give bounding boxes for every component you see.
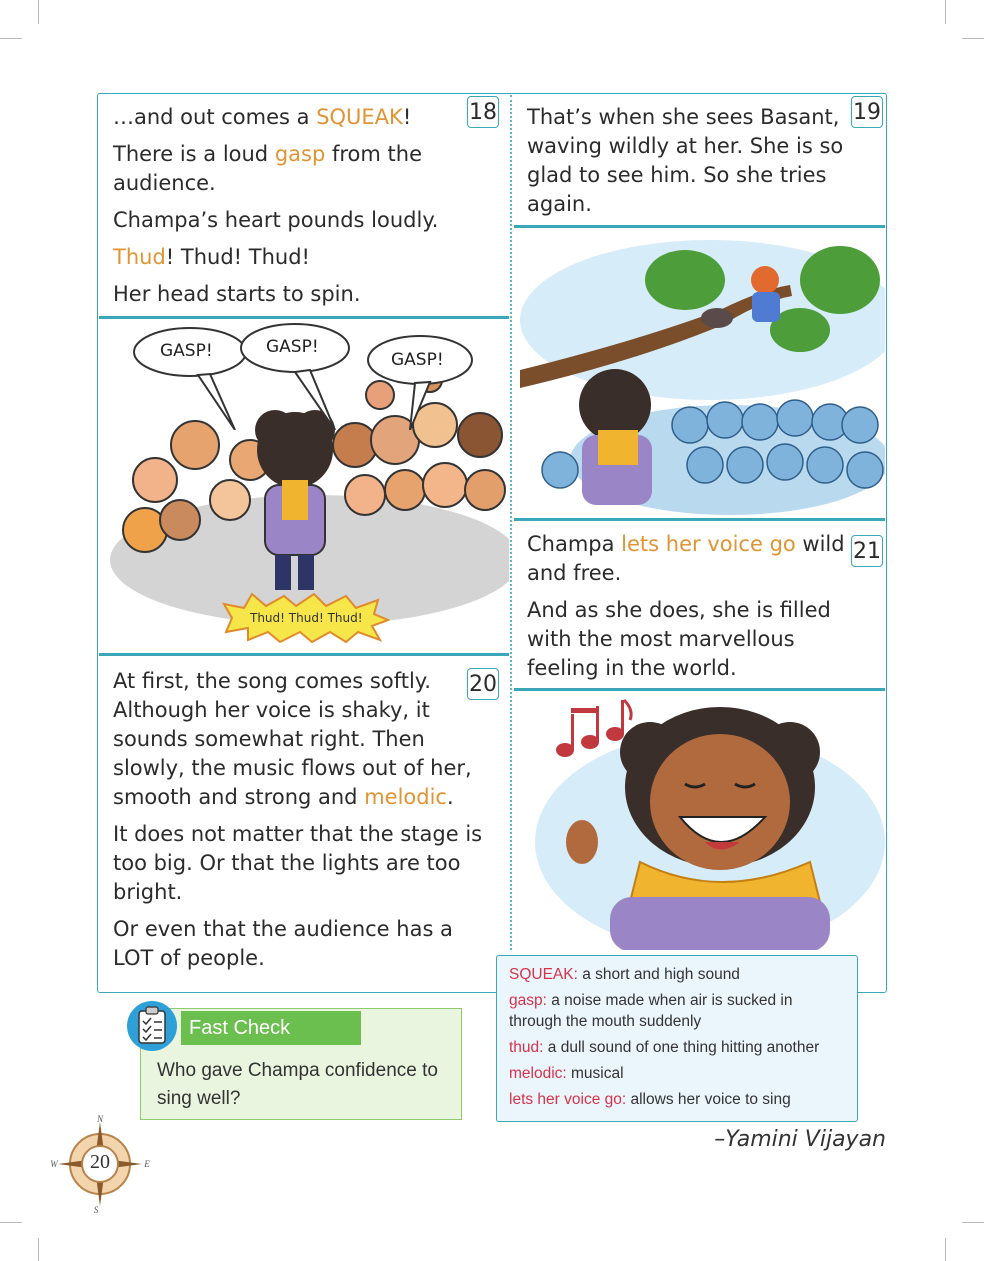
glossary-definition: a noise made when air is sucked in through the mouth suddenly [509, 992, 793, 1030]
glossary-entry [509, 1037, 845, 1058]
glossary-entry [509, 964, 845, 985]
crop-mark [38, 0, 39, 24]
story-paragraph [113, 103, 461, 132]
panel-number-19: 19 [851, 96, 883, 128]
thud-burst-text: Thud! Thud! Thud! [250, 611, 363, 625]
story-text: . [446, 785, 454, 809]
story-text: That’s when she sees Basant, waving wildly at her. She is so glad to see him. So she tries again. [527, 105, 844, 216]
crop-mark [38, 1238, 39, 1261]
clipboard-icon [124, 998, 182, 1056]
panel-18-text [113, 103, 461, 317]
highlighted-word: lets her voice go [621, 532, 796, 556]
story-text: wild and free. [527, 532, 845, 585]
speech-bubble-text: GASP! [160, 341, 213, 361]
crop-mark [962, 1222, 984, 1223]
glossary-term: thud: [509, 1039, 544, 1056]
story-text: Her head starts to spin. [113, 282, 361, 306]
glossary-definition: musical [566, 1065, 624, 1082]
glossary-box [496, 955, 858, 1122]
glossary-term: gasp: [509, 992, 547, 1009]
story-text: And as she does, she is filled with the most marvellous feeling in the world. [527, 598, 831, 680]
speech-bubble-text: GASP! [391, 350, 444, 370]
compass-e-label: E [144, 1159, 150, 1169]
story-text: ! Thud! Thud! [165, 245, 310, 269]
story-paragraph [113, 140, 461, 198]
glossary-entry [509, 1063, 845, 1084]
compass-w-label: W [50, 1159, 58, 1169]
highlighted-word: SQUEAK [316, 105, 403, 129]
panel-19-text [527, 103, 857, 227]
compass-n-label: N [96, 1114, 104, 1124]
story-paragraph [113, 206, 461, 235]
crop-mark [945, 0, 946, 24]
panel-21-text [527, 530, 857, 691]
panel-20-text [113, 667, 495, 981]
glossary-definition: allows her voice to sing [626, 1091, 791, 1108]
story-paragraph [113, 915, 495, 973]
story-text: …and out comes a [113, 105, 317, 129]
story-text: It does not matter that the stage is too big. Or that the lights are too bright. [113, 822, 483, 904]
story-paragraph [113, 820, 495, 907]
panel-number-18: 18 [467, 96, 499, 128]
story-text: from the audience. [113, 142, 422, 195]
column-divider [510, 95, 512, 950]
crop-mark [962, 38, 984, 39]
story-paragraph [527, 103, 857, 219]
author-credit: –Yamini Vijayan [714, 1127, 886, 1152]
highlighted-word: gasp [274, 142, 326, 166]
story-text: At first, the song comes softly. Although her voice is shaky, it sounds somewhat right. Then slowly, the music flows out of her, smooth and strong and [113, 669, 472, 809]
champa-singing-illustration [520, 692, 885, 950]
story-paragraph [113, 280, 461, 309]
fast-check-box [140, 1008, 462, 1120]
panel-number-21: 21 [851, 535, 883, 567]
compass-s-label: S [93, 1205, 99, 1214]
story-text: There is a loud [113, 142, 275, 166]
panel-divider [99, 653, 509, 656]
story-text: Champa [527, 532, 622, 556]
story-paragraph [113, 243, 461, 272]
story-text: Or even that the audience has a LOT of people. [113, 917, 453, 970]
glossary-definition: a dull sound of one thing hitting another [543, 1039, 820, 1056]
panel-number-20: 20 [467, 668, 499, 700]
story-paragraph [527, 596, 857, 683]
glossary-definition: a short and high sound [577, 966, 740, 983]
panel-divider [514, 518, 885, 521]
glossary-term: SQUEAK: [509, 966, 578, 983]
crop-mark [0, 38, 22, 39]
story-paragraph [527, 530, 857, 588]
glossary-term: melodic: [509, 1065, 567, 1082]
story-text: Champa’s heart pounds loudly. [113, 208, 439, 232]
crop-mark [0, 1222, 22, 1223]
crop-mark [945, 1238, 946, 1261]
glossary-entry [509, 990, 845, 1032]
basant-in-tree-illustration [520, 230, 885, 515]
glossary-entry [509, 1089, 845, 1110]
glossary-term: lets her voice go: [509, 1091, 627, 1108]
highlighted-word: Thud [113, 245, 166, 269]
page-number: 20 [90, 1151, 110, 1173]
fast-check-question: Who gave Champa confidence to sing well? [157, 1060, 438, 1109]
fast-check-title: Fast Check [181, 1011, 361, 1045]
story-paragraph [113, 667, 495, 812]
speech-bubble-text: GASP! [266, 337, 319, 357]
highlighted-word: melodic [364, 785, 447, 809]
story-text: ! [402, 105, 412, 129]
